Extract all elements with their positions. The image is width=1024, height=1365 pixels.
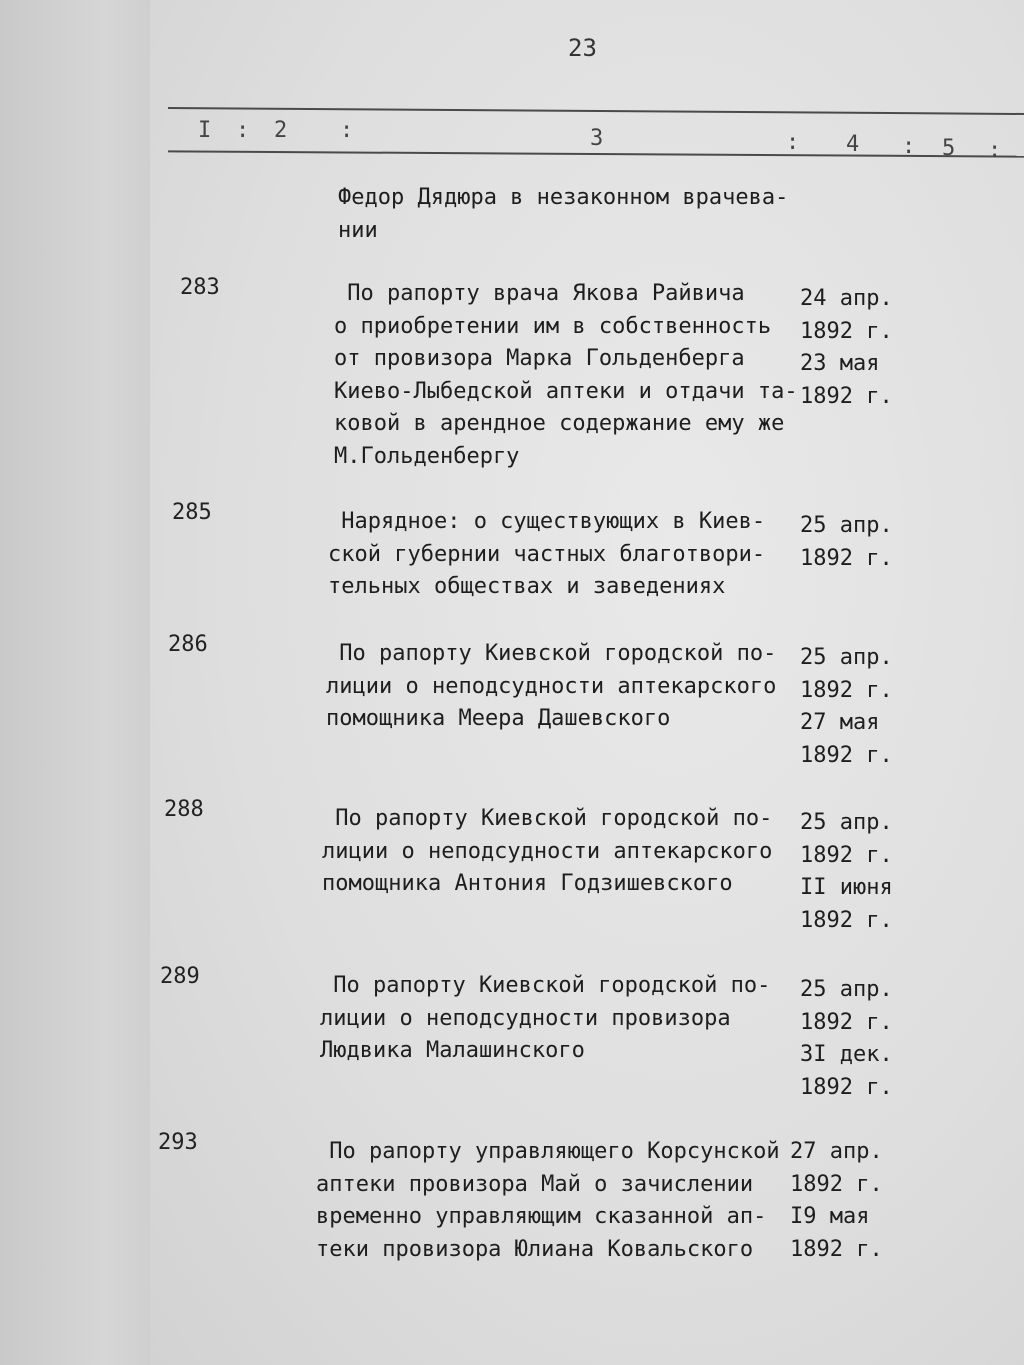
entry-description: По рапорту Киевской городской по- лиции о неподсудности аптекарского помощника Антония Годзишевского: [322, 806, 773, 896]
entry-dates: 25 апр. 1892 г. 27 мая 1892 г.: [800, 645, 893, 768]
entry-number: 293: [158, 1130, 198, 1155]
entry-dates: 25 апр. 1892 г.: [800, 513, 893, 571]
entry-number: 289: [160, 964, 200, 989]
entry-dates: 27 апр. 1892 г. I9 мая 1892 г.: [790, 1139, 883, 1262]
entry-number: 285: [172, 500, 212, 525]
document-page: [150, 0, 1024, 1365]
entry-dates: 25 апр. 1892 г. II июня 1892 г.: [800, 810, 893, 933]
column-separator: :: [236, 118, 250, 143]
entry-number: 283: [180, 275, 220, 300]
previous-page-edge: [0, 0, 151, 1365]
entry-description: Нарядное: о существующих в Киев- ской губернии частных благотвори- тельных обществах и заведениях: [328, 509, 766, 599]
column-separator: :: [786, 130, 800, 155]
entry-number: 288: [164, 797, 204, 822]
table-header-top-rule: [168, 107, 1024, 115]
column-separator: :: [340, 118, 354, 143]
entry-description: По рапорту Киевской городской по- лиции о неподсудности аптекарского помощника Меера Дашевского: [326, 641, 777, 731]
entry-number: 286: [168, 632, 208, 657]
column-separator: :: [902, 134, 916, 159]
column-header-5: 5: [942, 136, 956, 161]
entry-description: По рапорту Киевской городской по- лиции о неподсудности провизора Людвика Малашинского: [320, 973, 771, 1063]
column-header-2: 2: [274, 118, 288, 143]
column-header-4: 4: [846, 132, 860, 157]
column-header-1: I: [198, 118, 212, 143]
column-separator: :: [988, 138, 1002, 163]
entry-dates: 24 апр. 1892 г. 23 мая 1892 г.: [800, 286, 893, 409]
page-number: 23: [568, 34, 597, 62]
column-header-3: 3: [590, 126, 604, 151]
entry-description: По рапорту управляющего Корсунской аптеки провизора Май о зачислении временно управляющим сказанной ап- теки провизора Юлиана Ковальского: [316, 1139, 780, 1262]
entry-description: По рапорту врача Якова Райвича о приобретении им в собственность от провизора Марка Гольденберга Киево-Лыбедской аптеки и отдачи та- ковой в арендное содержание ему же М.Гольденбергу: [334, 281, 798, 469]
table-header-bottom-rule: [168, 150, 1024, 157]
entry-description: Федор Дядюра в незаконном врачева- нии: [338, 185, 789, 243]
entry-dates: 25 апр. 1892 г. 3I дек. 1892 г.: [800, 977, 893, 1100]
